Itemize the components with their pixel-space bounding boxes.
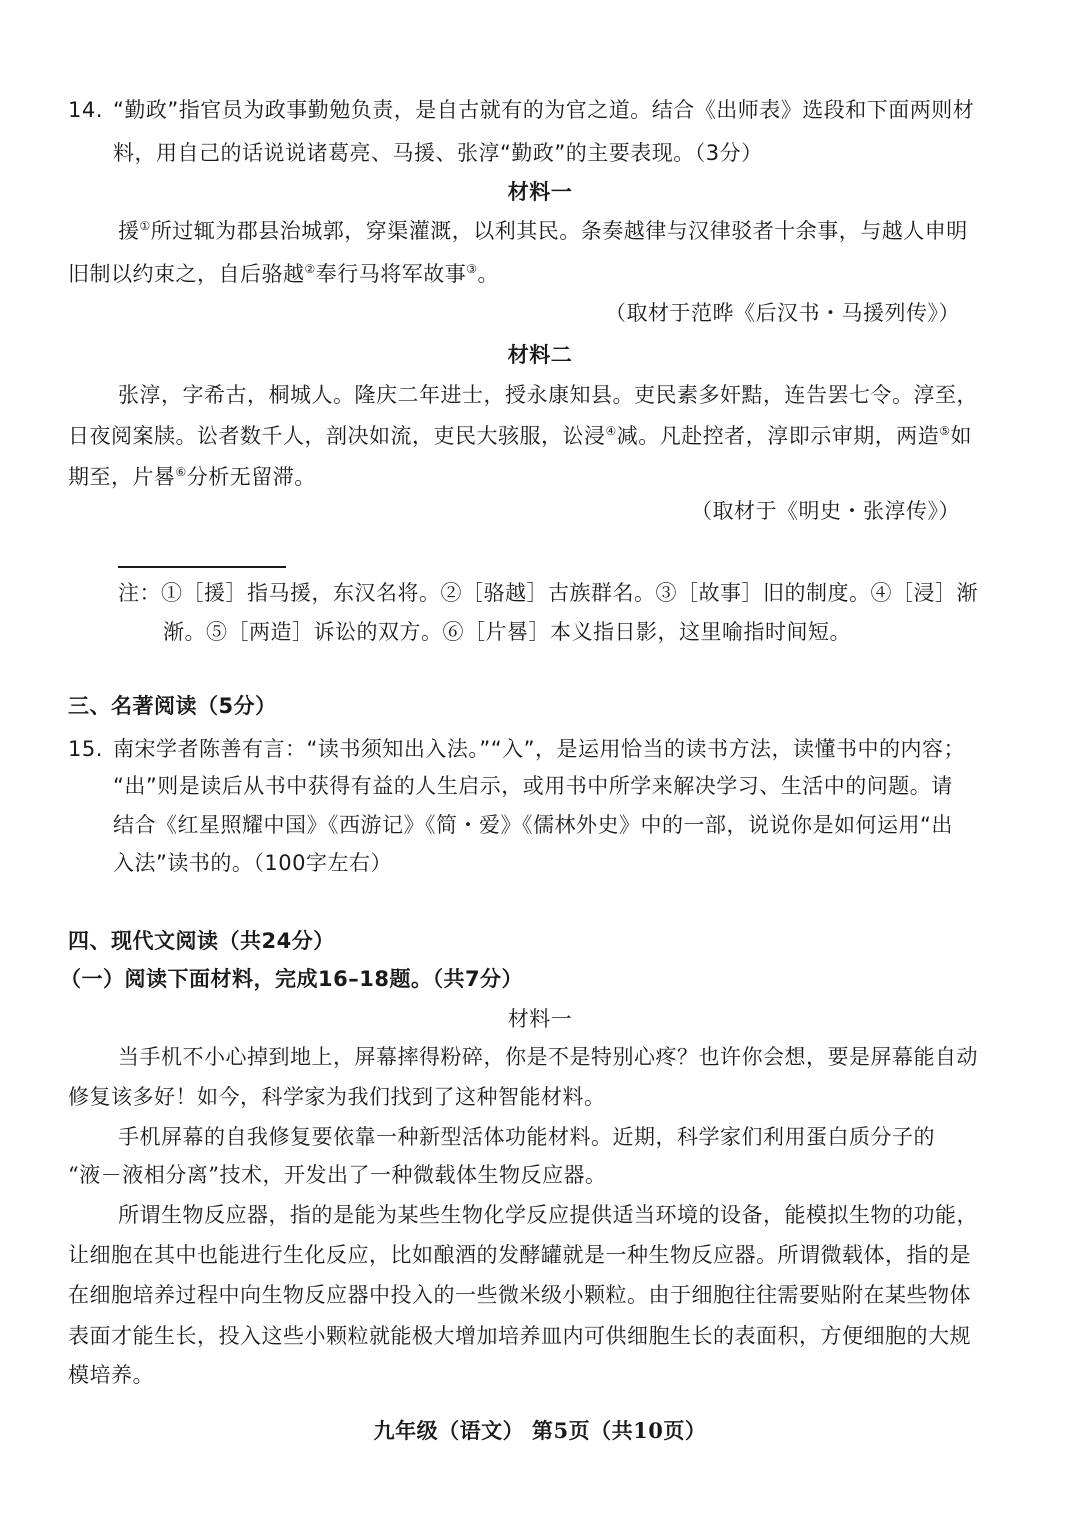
para3-line-5: 模培养。 xyxy=(68,1363,154,1387)
notes-line-1: 注：①［援］指马援，东汉名将。②［骆越］古族群名。③［故事］旧的制度。④［浸］渐 xyxy=(118,581,978,605)
para1-line-1: 当手机不小心掉到地上，屏幕摔得粉碎，你是不是特别心疼？也许你会想，要是屏幕能自动 xyxy=(118,1045,978,1069)
material2-line-3: 期至，片晷⑥分析无留滞。 xyxy=(68,465,316,489)
material2-title: 材料二 xyxy=(507,343,573,367)
para3-line-3: 在细胞培养过程中向生物反应器中投入的一些微米级小颗粒。由于细胞往往需要贴附在某些物体 xyxy=(68,1283,971,1307)
section3-heading: 三、名著阅读（5分） xyxy=(68,694,277,718)
material2-line-1: 张淳，字希古，桐城人。隆庆二年进士，授永康知县。吏民素多奸黠，连告罢七令。淳至， xyxy=(118,383,978,407)
para3-line-4: 表面才能生长，投入这些小颗粒就能极大增加培养皿内可供细胞生长的表面积，方便细胞的大规 xyxy=(68,1324,971,1348)
q14-line-1: “勤政”指官员为政事勤勉负责，是自古就有的为官之道。结合《出师表》选段和下面两则材 xyxy=(113,98,975,122)
section4-heading: 四、现代文阅读（共24分） xyxy=(68,929,335,953)
material2-line-2: 日夜阅案牍。讼者数千人，剖决如流，吏民大骇服，讼浸④减。凡赴控者，淳即示审期，两造⑤如 xyxy=(68,424,973,448)
q15-line-1: 南宋学者陈善有言：“读书须知出入法。”“入”，是运用恰当的读书方法，读懂书中的内容； xyxy=(113,737,966,761)
material1-source: （取材于范晔《后汉书・马援列传》） xyxy=(605,301,960,325)
para2-line-2: “液－液相分离”技术，开发出了一种微载体生物反应器。 xyxy=(68,1163,607,1187)
material1-title: 材料一 xyxy=(507,180,573,204)
section4-material1-title: 材料一 xyxy=(507,1007,573,1031)
para2-line-1: 手机屏幕的自我修复要依靠一种新型活体功能材料。近期，科学家们利用蛋白质分子的 xyxy=(118,1125,935,1149)
page-footer: 九年级（语文） 第5页（共10页） xyxy=(373,1418,707,1443)
q15-line-2: “出”则是读后从书中获得有益的人生启示，或用书中所学来解决学习、生活中的问题。请 xyxy=(113,774,953,798)
q14-number: 14. xyxy=(68,98,103,122)
footnote-divider xyxy=(118,566,286,568)
material2-source: （取材于《明史・张淳传》） xyxy=(691,499,960,523)
q15-line-3: 结合《红星照耀中国》《西游记》《简・爱》《儒林外史》中的一部，说说你是如何运用“出 xyxy=(113,813,953,837)
section4-sub1: （一）阅读下面材料，完成16–18题。（共7分） xyxy=(60,967,524,991)
q15-number: 15. xyxy=(68,737,103,761)
para3-line-2: 让细胞在其中也能进行生化反应，比如酿酒的发酵罐就是一种生物反应器。所谓微载体，指的是 xyxy=(68,1243,971,1267)
material1-line-2: 旧制以约束之，自后骆越②奉行马将军故事③。 xyxy=(68,262,500,286)
para3-line-1: 所谓生物反应器，指的是能为某些生物化学反应提供适当环境的设备，能模拟生物的功能， xyxy=(118,1203,978,1227)
para1-line-2: 修复该多好！如今，科学家为我们找到了这种智能材料。 xyxy=(68,1085,606,1109)
q14-line-2: 料，用自己的话说说诸葛亮、马援、张淳“勤政”的主要表现。（3分） xyxy=(113,141,763,165)
material1-line-1: 援①所过辄为郡县治城郭，穿渠灌溉，以利其民。条奏越律与汉律驳者十余事，与越人申明 xyxy=(118,219,968,243)
notes-line-2: 渐。⑤［两造］诉讼的双方。⑥［片晷］本义指日影，这里喻指时间短。 xyxy=(163,620,851,644)
q15-line-4: 入法”读书的。（100字左右） xyxy=(113,851,392,875)
